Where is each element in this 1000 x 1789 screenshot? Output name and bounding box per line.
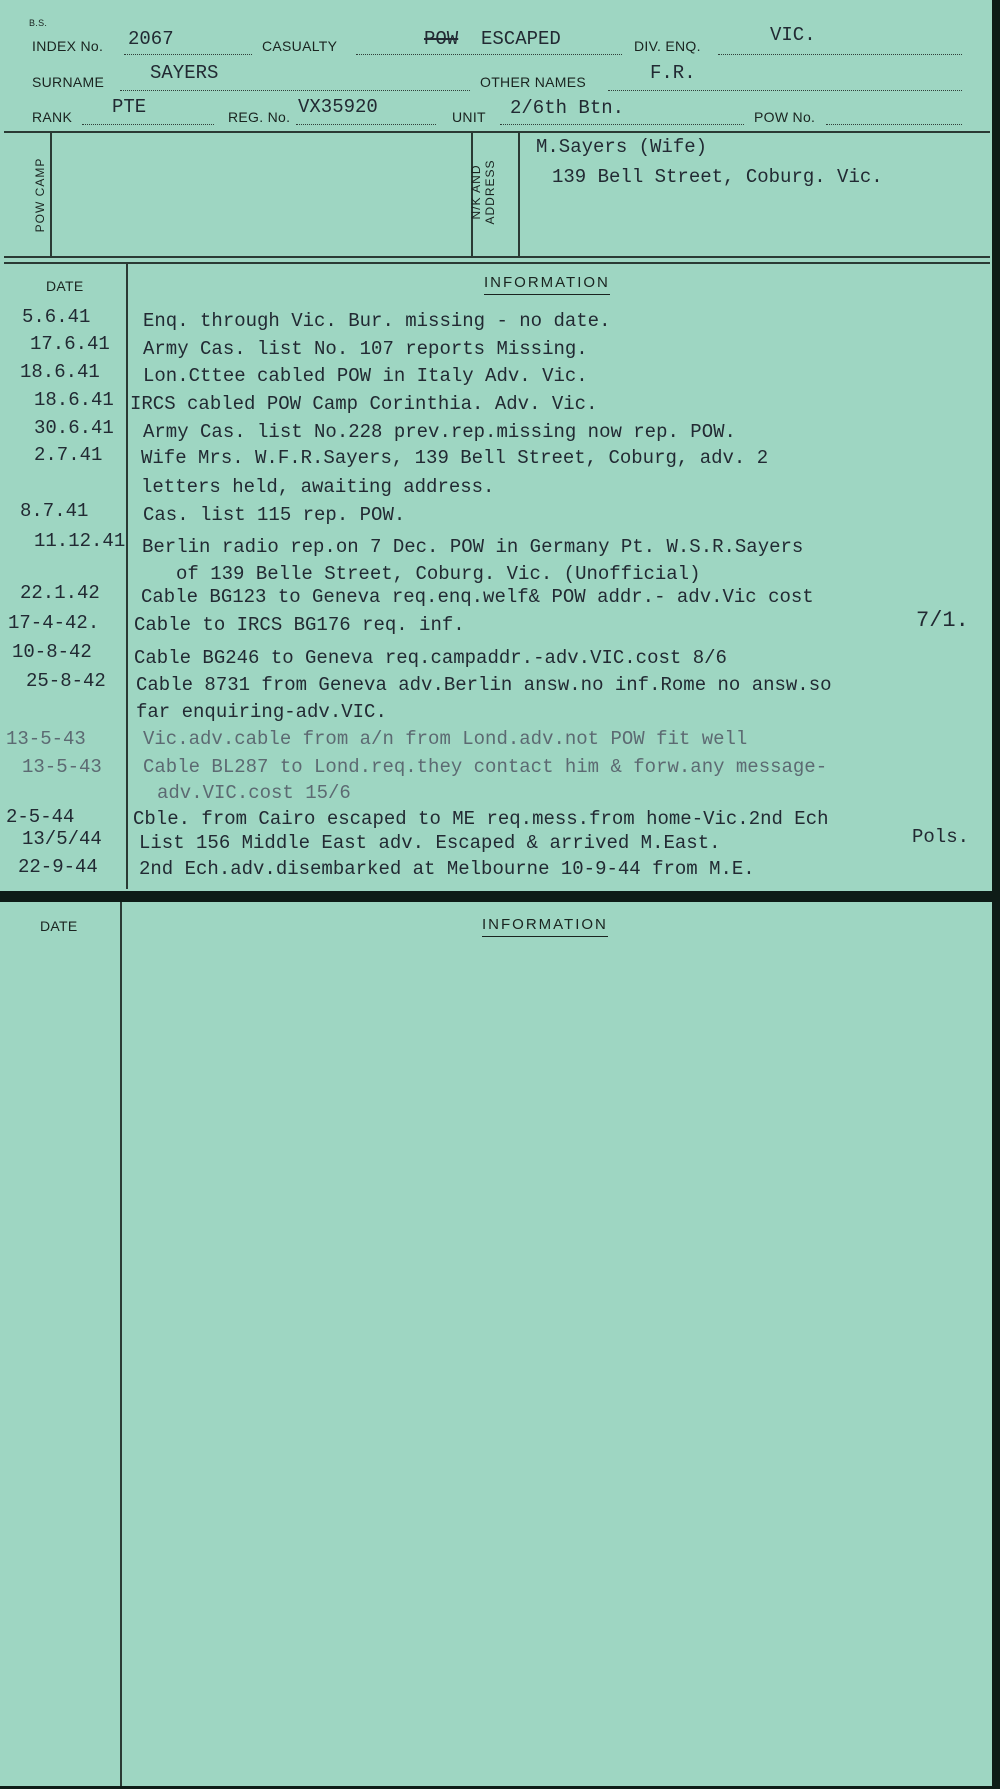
entry-text: far enquiring-adv.VIC. bbox=[136, 701, 387, 723]
entry-text: of 139 Belle Street, Coburg. Vic. (Unofficial) bbox=[176, 563, 701, 585]
nk-address-line-2: 139 Bell Street, Coburg. Vic. bbox=[552, 166, 883, 188]
entry-date: 8.7.41 bbox=[20, 500, 89, 522]
unit-value: 2/6th Btn. bbox=[510, 97, 625, 119]
entry-text: IRCS cabled POW Camp Corinthia. Adv. Vic. bbox=[130, 393, 598, 415]
entry-date: 2-5-44 bbox=[6, 806, 75, 828]
card-back bbox=[0, 902, 992, 1786]
pols-note: Pols. bbox=[912, 826, 970, 848]
casualty-value: ESCAPED bbox=[481, 28, 561, 50]
entry-date: 13/5/44 bbox=[22, 828, 102, 850]
entry-text: adv.VIC.cost 15/6 bbox=[157, 782, 351, 804]
entry-date: 30.6.41 bbox=[34, 417, 114, 439]
unit-label: UNIT bbox=[452, 109, 486, 125]
entry-text: Cable to IRCS BG176 req. inf. bbox=[134, 614, 465, 636]
entry-text: Cable BG246 to Geneva req.campaddr.-adv.VIC.cost 8/6 bbox=[134, 647, 727, 669]
back-date-header: DATE bbox=[40, 918, 78, 934]
entry-text: Cble. from Cairo escaped to ME req.mess.from home-Vic.2nd Ech bbox=[133, 808, 829, 830]
entry-text: List 156 Middle East adv. Escaped & arrived M.East. bbox=[139, 832, 721, 854]
entry-text: letters held, awaiting address. bbox=[141, 476, 495, 498]
entry-text: Lon.Cttee cabled POW in Italy Adv. Vic. bbox=[143, 365, 588, 387]
casualty-label: CASUALTY bbox=[262, 38, 338, 54]
surname-label: SURNAME bbox=[32, 74, 105, 90]
nk-address-label: N/K AND ADDRESS bbox=[469, 159, 497, 225]
rank-label: RANK bbox=[32, 109, 73, 125]
entry-text: Army Cas. list No. 107 reports Missing. bbox=[143, 338, 588, 360]
back-information-header: INFORMATION bbox=[482, 916, 608, 937]
entry-date: 22.1.42 bbox=[20, 582, 100, 604]
casualty-struck: POW bbox=[424, 28, 459, 50]
entry-text: Cable BL287 to Lond.req.they contact him & forw.any message- bbox=[143, 756, 828, 778]
entry-date: 17.6.41 bbox=[30, 333, 110, 355]
entry-date: 10-8-42 bbox=[12, 641, 92, 663]
card-front bbox=[0, 0, 992, 891]
entry-date: 18.6.41 bbox=[34, 389, 114, 411]
entry-text: Cas. list 115 rep. POW. bbox=[143, 504, 406, 526]
entry-date: 22-9-44 bbox=[18, 856, 98, 878]
entry-text: Vic.adv.cable from a/n from Lond.adv.not POW fit well bbox=[143, 728, 748, 750]
rank-value: PTE bbox=[112, 96, 147, 118]
date-header: DATE bbox=[46, 278, 84, 294]
information-header: INFORMATION bbox=[484, 274, 610, 295]
pow-camp-label: POW CAMP bbox=[33, 157, 47, 233]
entry-text: Enq. through Vic. Bur. missing - no date. bbox=[143, 310, 611, 332]
bs-mark: B.S. bbox=[29, 18, 48, 28]
nk-address-line-1: M.Sayers (Wife) bbox=[536, 136, 708, 158]
pow-no-label: POW No. bbox=[754, 109, 816, 125]
entry-text: Army Cas. list No.228 prev.rep.missing now rep. POW. bbox=[143, 421, 736, 443]
index-label: INDEX No. bbox=[32, 38, 104, 54]
entry-text: Berlin radio rep.on 7 Dec. POW in Germany Pt. W.S.R.Sayers bbox=[142, 536, 804, 558]
entry-text: Cable 8731 from Geneva adv.Berlin answ.no inf.Rome no answ.so bbox=[136, 674, 832, 696]
div-enq-label: DIV. ENQ. bbox=[634, 38, 701, 54]
index-value: 2067 bbox=[128, 28, 174, 50]
entry-date: 11.12.41 bbox=[34, 530, 126, 552]
other-names-label: OTHER NAMES bbox=[480, 74, 586, 90]
entry-date: 5.6.41 bbox=[22, 306, 91, 328]
cost-overflow-note: 7/1. bbox=[916, 608, 969, 633]
div-enq-value: VIC. bbox=[770, 24, 816, 46]
entry-date: 2.7.41 bbox=[34, 444, 103, 466]
reg-no-label: REG. No. bbox=[228, 109, 291, 125]
entry-date: 25-8-42 bbox=[26, 670, 106, 692]
entry-text: Cable BG123 to Geneva req.enq.welf& POW addr.- adv.Vic cost bbox=[141, 586, 814, 608]
entry-date: 13-5-43 bbox=[6, 728, 86, 750]
entry-date: 17-4-42. bbox=[8, 612, 100, 634]
entry-text: 2nd Ech.adv.disembarked at Melbourne 10-9-44 from M.E. bbox=[139, 858, 755, 880]
reg-no-value: VX35920 bbox=[298, 96, 378, 118]
surname-value: SAYERS bbox=[150, 62, 219, 84]
other-names-value: F.R. bbox=[650, 62, 696, 84]
entry-text: Wife Mrs. W.F.R.Sayers, 139 Bell Street, Coburg, adv. 2 bbox=[141, 447, 769, 469]
entry-date: 13-5-43 bbox=[22, 756, 102, 778]
entry-date: 18.6.41 bbox=[20, 361, 100, 383]
